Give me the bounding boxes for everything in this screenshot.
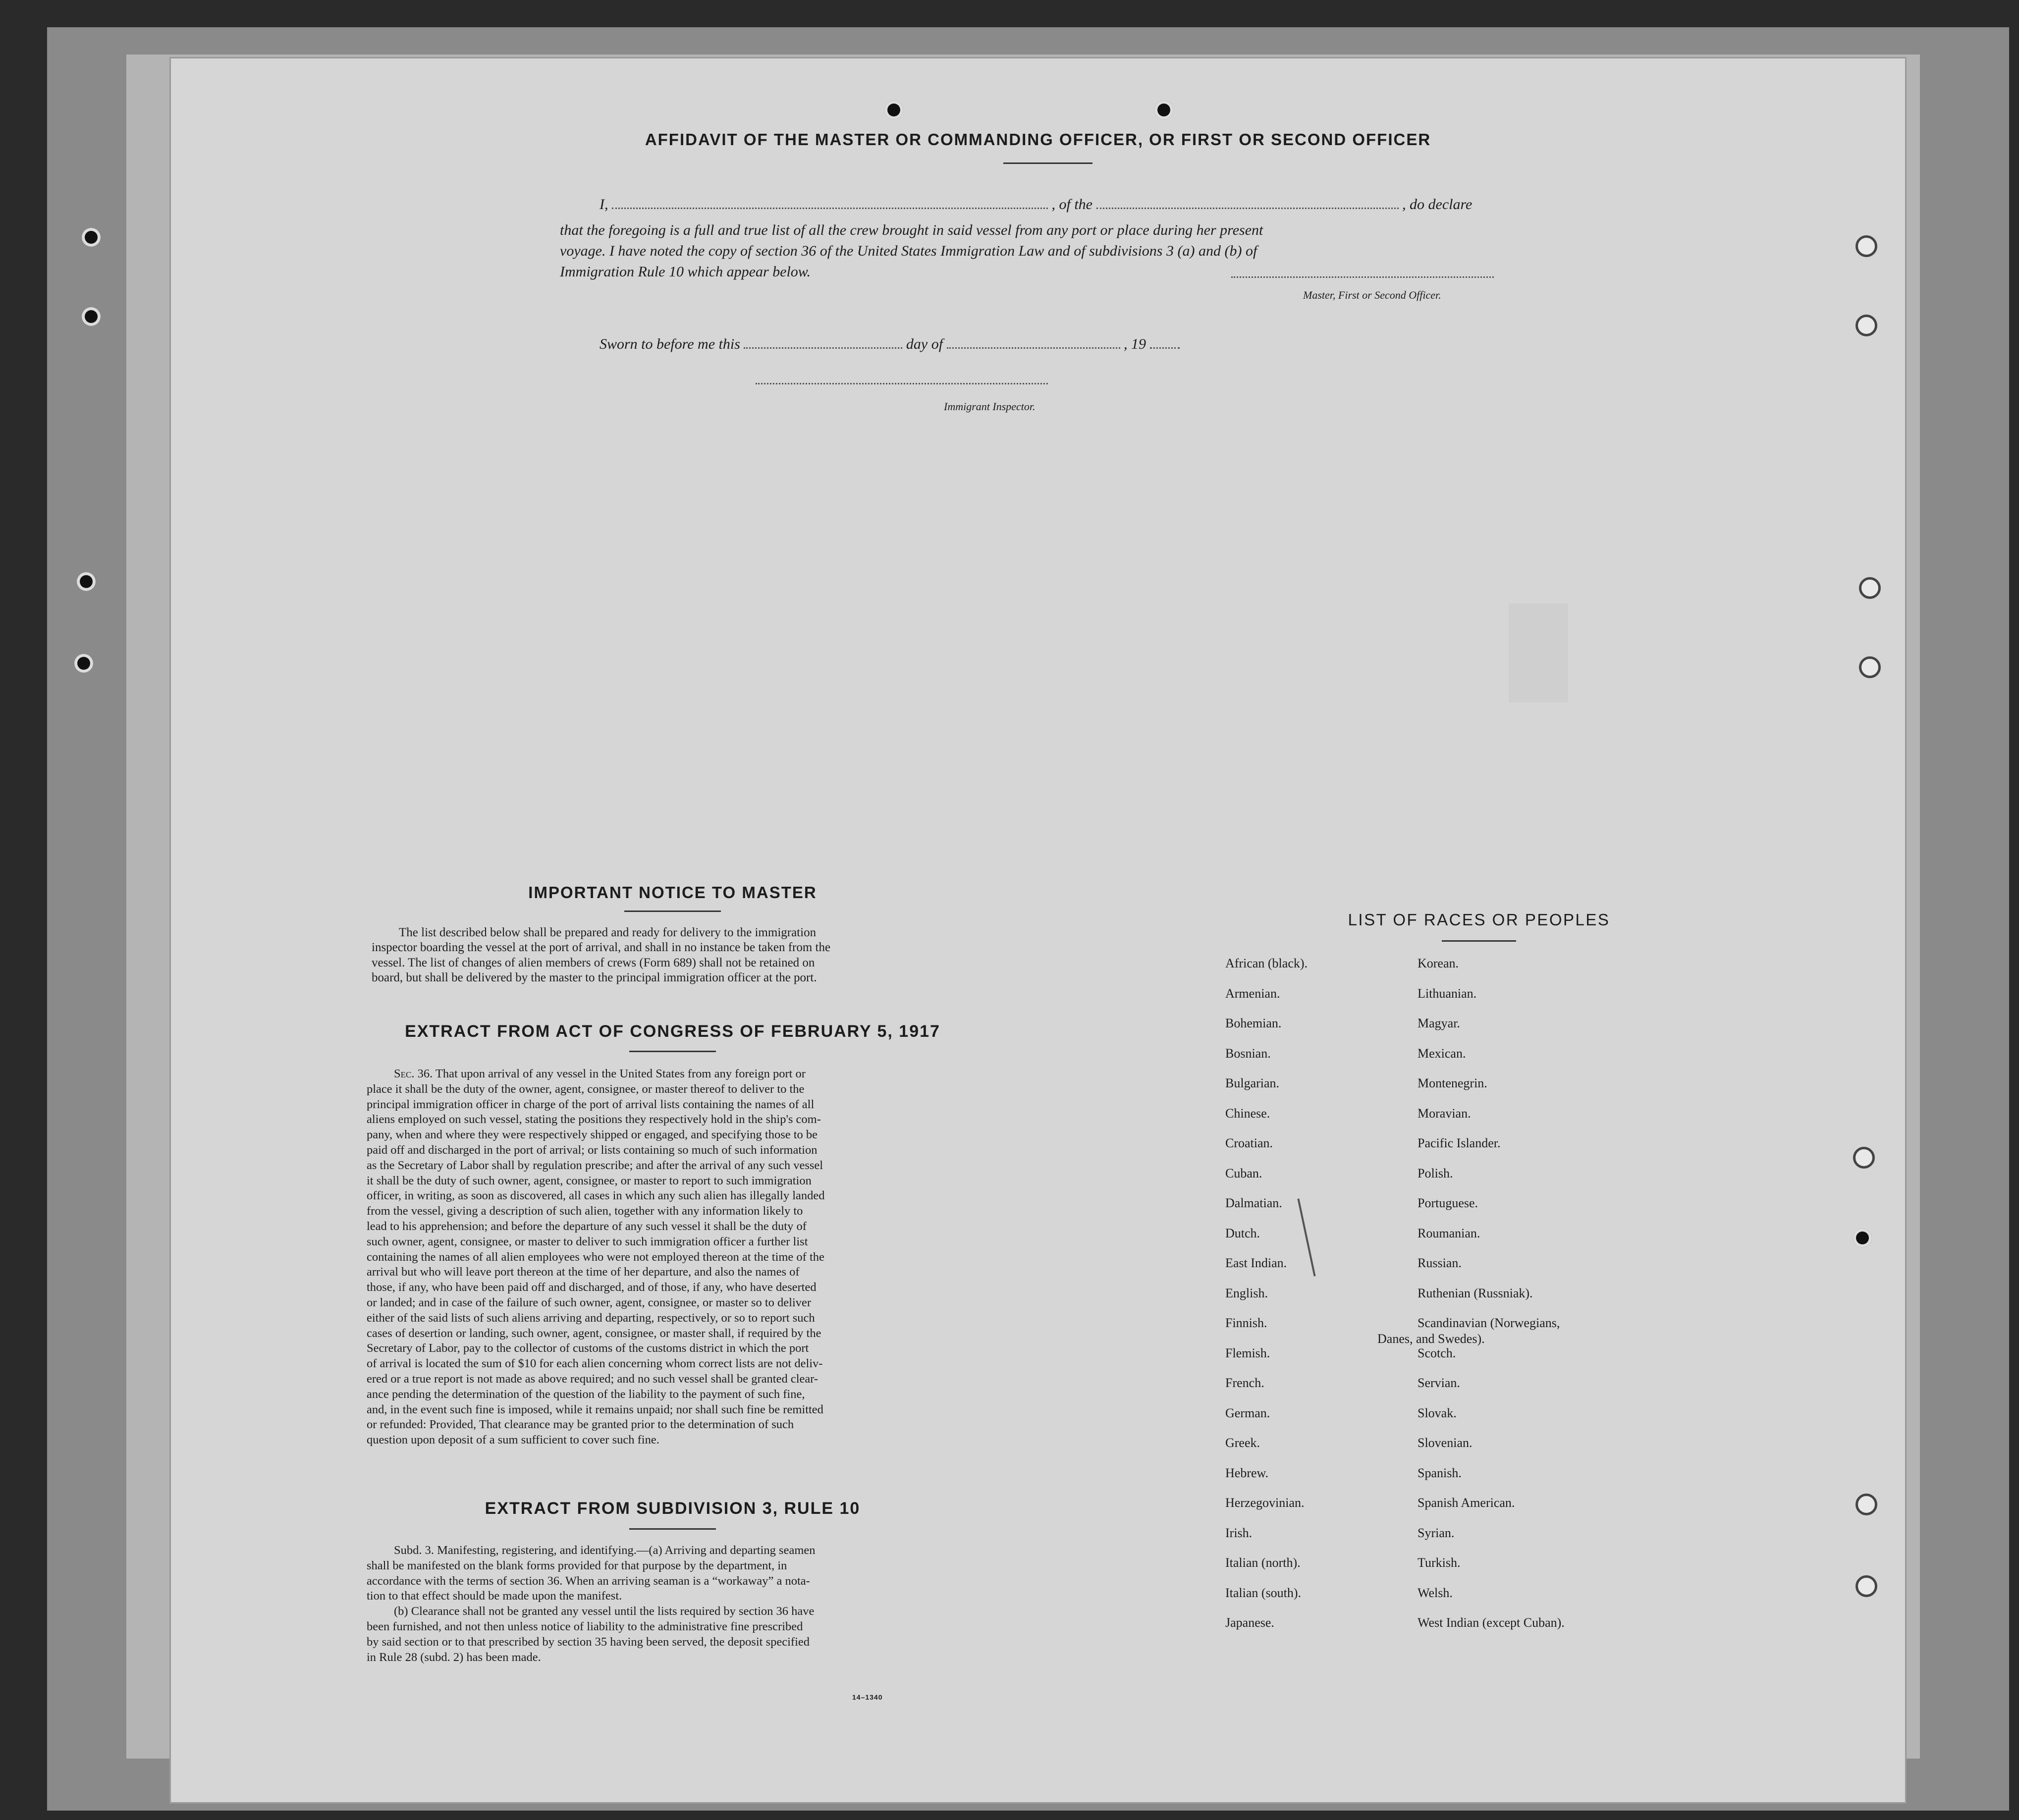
rule-title: EXTRACT FROM SUBDIVISION 3, RULE 10 <box>485 1499 861 1518</box>
affidavit-title: AFFIDAVIT OF THE MASTER OR COMMANDING OFFICER, OR FIRST OR SECOND OFFICER <box>645 130 1431 149</box>
document-page <box>171 58 1905 1802</box>
notice-line: The list described below shall be prepared and ready for delivery to the immigration <box>399 926 817 939</box>
i-label: I, <box>600 196 608 213</box>
race-item-left: Hebrew. <box>1225 1465 1269 1480</box>
race-item-right: Slovak. <box>1418 1405 1457 1420</box>
race-item-right: Roumanian. <box>1418 1226 1480 1240</box>
act-line: those, if any, who have been paid off and discharged, and of those, if any, who have deserted <box>367 1281 817 1294</box>
rule-line: in Rule 28 (subd. 2) has been made. <box>367 1650 541 1664</box>
act-line: of arrival is located the sum of $10 for each alien concerning whom correct lists are not deliv- <box>367 1357 823 1371</box>
act-line: as the Secretary of Labor shall by regulation prescribe; and after the arrival of any such vessel <box>367 1158 823 1172</box>
binder-hole <box>1859 577 1881 599</box>
name-field[interactable] <box>612 208 1048 209</box>
race-item-left: English. <box>1225 1285 1268 1300</box>
race-item-right: Lithuanian. <box>1418 986 1477 1001</box>
notice-line: board, but shall be delivered by the master to the principal immigration officer at the port. <box>372 970 817 984</box>
race-item-right: Korean. <box>1418 956 1459 970</box>
act-line: such owner, agent, consignee, or master to deliver to such immigration officer a further list <box>367 1234 808 1248</box>
act-rule <box>629 1051 716 1052</box>
vessel-field[interactable] <box>1096 208 1399 209</box>
notice-title: IMPORTANT NOTICE TO MASTER <box>528 883 817 902</box>
sworn-line <box>600 336 1180 353</box>
punch-hole <box>1154 101 1173 119</box>
race-item-left: Bohemian. <box>1225 1016 1282 1030</box>
binder-hole <box>1855 315 1877 336</box>
binder-hole <box>1853 1147 1875 1169</box>
race-item-left: French. <box>1225 1376 1264 1390</box>
binder-hole <box>1853 1229 1872 1247</box>
master-signature-line[interactable] <box>1231 276 1494 278</box>
binder-hole <box>77 572 96 591</box>
act-line: Secretary of Labor, pay to the collector of customs of the customs district in which the port <box>367 1341 809 1355</box>
act-line-text: That upon arrival of any vessel in the United States from any foreign port or <box>435 1067 806 1080</box>
act-line: it shall be the duty of such owner, agent, consignee, or master to report to such immigration <box>367 1174 812 1187</box>
affidavit-line-4: Immigration Rule 10 which appear below. <box>560 264 811 280</box>
act-line: ance pending the determination of the question of the liability to the payment of such fine, <box>367 1387 805 1401</box>
binder-hole <box>1855 1575 1877 1597</box>
rule-line: accordance with the terms of section 36. When an arriving seaman is a “workaway” a nota- <box>367 1574 810 1588</box>
affidavit-line-1 <box>600 196 1558 213</box>
form-number: 14–1340 <box>852 1693 883 1701</box>
race-item-right: Spanish. <box>1418 1465 1462 1480</box>
race-item-left: Flemish. <box>1225 1345 1270 1360</box>
race-item-right: Magyar. <box>1418 1016 1460 1030</box>
sworn-label: Sworn to before me this <box>600 336 740 352</box>
rule-line: been furnished, and not then unless notice of liability to the administrative fine prescribed <box>367 1619 803 1633</box>
day-of-label: day of <box>906 336 943 352</box>
race-item-left: Irish. <box>1225 1525 1253 1540</box>
race-item-right: Portuguese. <box>1418 1196 1478 1210</box>
declare-label: , do declare <box>1402 196 1473 213</box>
rule-text <box>367 1543 1006 1665</box>
binder-hole <box>1855 1494 1877 1515</box>
bleed-through-shadow <box>1509 603 1568 702</box>
master-signature-label: Master, First or Second Officer. <box>1303 289 1441 301</box>
act-line: pany, when and where they were respectively shipped or engaged, and specifying those to be <box>367 1128 818 1142</box>
act-line: ered or a true report is not made as above required; and no such vessel shall be granted clear- <box>367 1372 819 1386</box>
of-the-label: , of the <box>1051 196 1092 213</box>
act-lines <box>367 1082 1006 1448</box>
race-item-left: Japanese. <box>1225 1615 1274 1630</box>
sworn-month-field[interactable] <box>947 347 1120 349</box>
race-item-left: East Indian. <box>1225 1256 1287 1270</box>
notice-text <box>372 925 1006 985</box>
race-item-left: Herzegovinian. <box>1225 1496 1305 1510</box>
notice-line: inspector boarding the vessel at the port of arrival, and shall in no instance be taken from the <box>372 941 831 955</box>
notice-rule <box>624 910 721 912</box>
act-line: containing the names of all alien employees who were not employed thereon at the time of the <box>367 1250 824 1264</box>
rule-line: by said section or to that prescribed by section 35 having been served, the deposit specified <box>367 1635 810 1649</box>
binder-hole <box>74 654 93 673</box>
race-item-left: Greek. <box>1225 1436 1260 1450</box>
act-line: and, in the event such fine is imposed, while it remains unpaid; nor shall such fine be remitted <box>367 1402 823 1416</box>
race-item-continuation: Danes, and Swedes). <box>1377 1332 1485 1346</box>
act-line: aliens employed on such vessel, stating the positions they respectively hold in the ship's com- <box>367 1113 821 1126</box>
act-line: place it shall be the duty of the owner, agent, consignee, or master thereof to deliver to the <box>367 1082 805 1096</box>
title-rule <box>1003 162 1092 164</box>
act-line: officer, in writing, as soon as discovered, all cases in which any such alien has illegally landed <box>367 1189 825 1203</box>
act-line: or landed; and in case of the failure of such owner, agent, consignee, or master so to deliver <box>367 1295 812 1309</box>
race-item-right: Mexican. <box>1418 1046 1466 1061</box>
race-item-left: Chinese. <box>1225 1106 1270 1121</box>
race-item-left: Finnish. <box>1225 1316 1267 1330</box>
pencil-mark <box>1297 1198 1315 1276</box>
act-line: cases of desertion or landing, such owner, agent, consignee, or master shall, if required by the <box>367 1326 821 1340</box>
race-item-right: Ruthenian (Russniak). <box>1418 1285 1533 1300</box>
act-line: either of the said lists of such aliens arriving and departing, respectively, or so to report such <box>367 1311 815 1325</box>
affidavit-line-3: voyage. I have noted the copy of section 36 of the United States Immigration Law and of subdivisions 3 (a) and (b) of <box>560 243 1257 259</box>
act-line: question upon deposit of a sum sufficient to cover such fine. <box>367 1433 659 1447</box>
race-item-right: Montenegrin. <box>1418 1076 1487 1090</box>
binder-hole <box>82 228 101 247</box>
race-item-right: Scotch. <box>1418 1345 1456 1360</box>
notice-line: vessel. The list of changes of alien members of crews (Form 689) shall not be retained on <box>372 956 815 969</box>
rule-line: (b) Clearance shall not be granted any vessel until the lists required by section 36 have <box>394 1605 815 1618</box>
race-item-left: Bosnian. <box>1225 1046 1271 1061</box>
race-item-left: Dalmatian. <box>1225 1196 1282 1210</box>
act-line: from the vessel, giving a description of such alien, together with any information likely to <box>367 1204 803 1218</box>
race-item-right: Syrian. <box>1418 1525 1455 1540</box>
rule-rule <box>629 1528 716 1530</box>
section-label: Sec. 36. <box>394 1067 433 1080</box>
race-item-right: Slovenian. <box>1418 1436 1473 1450</box>
race-item-left: Croatian. <box>1225 1136 1273 1150</box>
binder-hole <box>1855 235 1877 257</box>
rule-line: Subd. 3. Manifesting, registering, and identifying.—(a) Arriving and departing seamen <box>394 1544 816 1557</box>
rule-line: tion to that effect should be made upon the manifest. <box>367 1589 622 1603</box>
sworn-day-field[interactable] <box>744 347 902 349</box>
inspector-signature-line[interactable] <box>756 383 1048 384</box>
binder-hole <box>82 307 101 326</box>
act-line: paid off and discharged in the port of arrival; or lists containing so much of such information <box>367 1143 818 1157</box>
year-label: , 19 <box>1124 336 1146 352</box>
race-item-right: Welsh. <box>1418 1585 1453 1600</box>
race-item-right: Pacific Islander. <box>1418 1136 1501 1150</box>
rule-line: shall be manifested on the blank forms provided for that purpose by the department, in <box>367 1558 787 1572</box>
act-line: or refunded: Provided, That clearance may be granted prior to the determination of such <box>367 1418 794 1432</box>
race-item-right: Scandinavian (Norwegians, <box>1418 1316 1560 1330</box>
race-item-right: Servian. <box>1418 1376 1460 1390</box>
races-title: LIST OF RACES OR PEOPLES <box>1348 910 1610 929</box>
race-item-left: Armenian. <box>1225 986 1280 1001</box>
race-item-right: Polish. <box>1418 1166 1453 1180</box>
act-line: principal immigration officer in charge of the port of arrival lists containing the names of all <box>367 1097 815 1111</box>
act-line <box>367 1067 1006 1082</box>
punch-hole <box>884 101 903 119</box>
races-rule <box>1442 940 1516 942</box>
race-item-left: Italian (north). <box>1225 1555 1301 1570</box>
race-item-left: Italian (south). <box>1225 1585 1302 1600</box>
race-item-left: Bulgarian. <box>1225 1076 1280 1090</box>
act-text <box>367 1067 1006 1448</box>
race-item-right: Moravian. <box>1418 1106 1471 1121</box>
race-item-left: African (black). <box>1225 956 1308 970</box>
race-item-right: Russian. <box>1418 1256 1462 1270</box>
inspector-signature-label: Immigrant Inspector. <box>944 400 1036 413</box>
race-item-left: German. <box>1225 1405 1270 1420</box>
sworn-year-field[interactable] <box>1150 347 1180 349</box>
affidavit-line-2: that the foregoing is a full and true list of all the crew brought in said vessel from any port or place during her present <box>560 222 1263 238</box>
act-line: lead to his apprehension; and before the departure of any such vessel it shall be the duty of <box>367 1219 807 1233</box>
race-item-right: Spanish American. <box>1418 1496 1515 1510</box>
race-item-left: Dutch. <box>1225 1226 1260 1240</box>
race-item-right: West Indian (except Cuban). <box>1418 1615 1565 1630</box>
act-title: EXTRACT FROM ACT OF CONGRESS OF FEBRUARY 5, 1917 <box>405 1022 940 1041</box>
race-item-right: Turkish. <box>1418 1555 1461 1570</box>
binder-hole <box>1859 656 1881 678</box>
act-line: arrival but who will leave port thereon at the time of her departure, and also the names of <box>367 1265 800 1279</box>
race-item-left: Cuban. <box>1225 1166 1262 1180</box>
